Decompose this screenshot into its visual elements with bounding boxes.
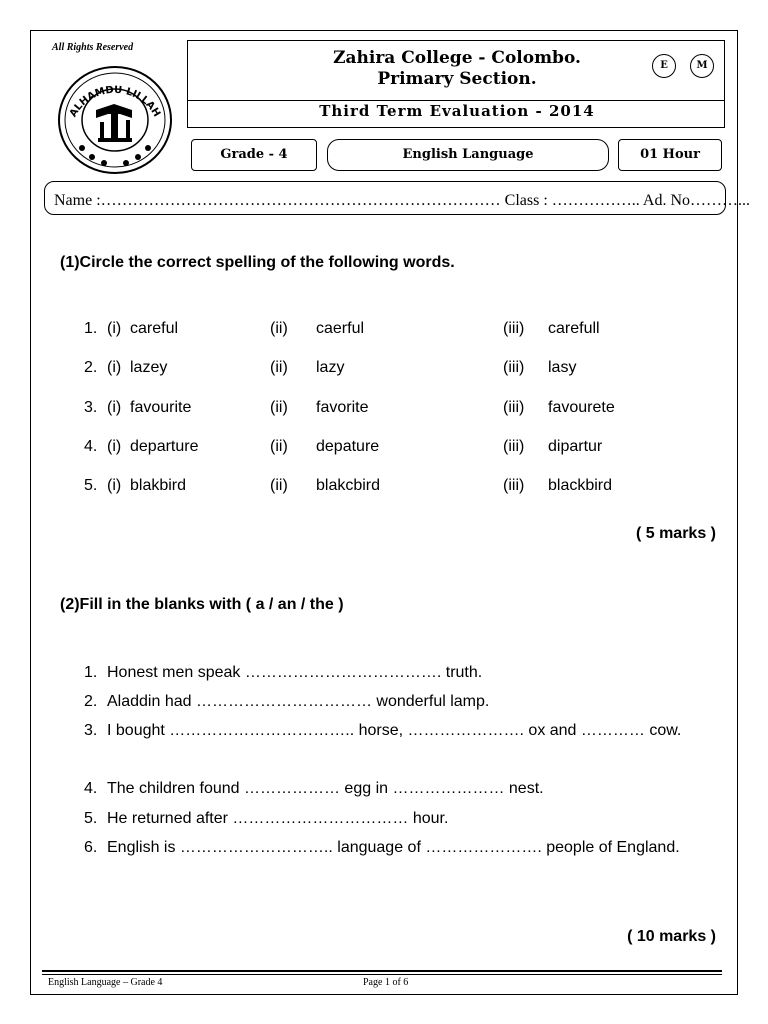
- q1-opt-iii: (iii): [503, 477, 525, 494]
- q1-word-ii[interactable]: caerful: [316, 320, 365, 337]
- rights-reserved: All Rights Reserved: [52, 42, 134, 53]
- student-info-line[interactable]: Name :………………………………………………………………… Class : …………….. Ad. No………...: [54, 192, 750, 209]
- q1-title: (1)Circle the correct spelling of the following words.: [60, 254, 455, 271]
- q1-num: 1.: [84, 320, 98, 337]
- q2-num: 3.: [84, 722, 98, 739]
- q2-text[interactable]: English is ……………………….. language of …………………. people of England.: [107, 839, 680, 856]
- q1-word-i[interactable]: careful: [130, 320, 179, 337]
- q1-word-i[interactable]: blakbird: [130, 477, 187, 494]
- q1-word-i[interactable]: lazey: [130, 359, 168, 376]
- q1-row: [0, 399, 768, 421]
- q1-row: [0, 477, 768, 499]
- q2-marks: ( 10 marks ): [627, 928, 716, 945]
- footer-page-number: Page 1 of 6: [363, 977, 409, 988]
- q1-word-ii[interactable]: blakcbird: [316, 477, 381, 494]
- q1-opt-i: (i): [107, 477, 122, 494]
- q2-text[interactable]: I bought …………………………….. horse, …………………. ox and ………… cow.: [107, 722, 682, 739]
- q2-text[interactable]: Honest men speak ………………………………. truth.: [107, 664, 483, 681]
- q1-word-i[interactable]: departure: [130, 438, 199, 455]
- q1-num: 5.: [84, 477, 98, 494]
- q1-opt-ii: (ii): [270, 399, 288, 416]
- grade-box: Grade - 4: [191, 139, 317, 171]
- footer-subject: English Language – Grade 4: [48, 977, 163, 988]
- school-name: Zahira College - Colombo.: [333, 48, 581, 68]
- q1-opt-iii: (iii): [503, 359, 525, 376]
- logo-motto: ALHAMDU LILLAH: [67, 84, 163, 120]
- q1-word-ii[interactable]: lazy: [316, 359, 345, 376]
- q1-opt-ii: (ii): [270, 320, 288, 337]
- q1-opt-ii: (ii): [270, 359, 288, 376]
- q1-opt-iii: (iii): [503, 399, 525, 416]
- q1-opt-iii: (iii): [503, 438, 525, 455]
- q2-text[interactable]: The children found ……………… egg in ………………… nest.: [107, 780, 544, 797]
- section-name: Primary Section.: [377, 69, 537, 89]
- q1-row: [0, 359, 768, 381]
- q1-opt-ii: (ii): [270, 438, 288, 455]
- q1-word-iii[interactable]: dipartur: [548, 438, 603, 455]
- subject-box: English Language: [327, 139, 609, 171]
- exam-title: Third Term Evaluation - 2014: [319, 102, 595, 120]
- footer-rule-thin: [42, 974, 722, 975]
- q2-num: 2.: [84, 693, 98, 710]
- q1-word-ii[interactable]: depature: [316, 438, 380, 455]
- q1-opt-i: (i): [107, 359, 122, 376]
- q2-num: 6.: [84, 839, 98, 856]
- q1-num: 2.: [84, 359, 98, 376]
- medium-badge-m: M: [690, 54, 714, 78]
- q1-word-iii[interactable]: blackbird: [548, 477, 613, 494]
- q1-word-i[interactable]: favourite: [130, 399, 192, 416]
- q1-num: 3.: [84, 399, 98, 416]
- q1-word-iii[interactable]: lasy: [548, 359, 577, 376]
- q1-opt-i: (i): [107, 438, 122, 455]
- school-crest-logo: [56, 64, 174, 176]
- q1-marks: ( 5 marks ): [635, 525, 716, 542]
- q1-num: 4.: [84, 438, 98, 455]
- q1-word-iii[interactable]: carefull: [548, 320, 600, 337]
- medium-badge-e: E: [652, 54, 676, 78]
- footer-rule: [42, 970, 722, 972]
- title-divider: [187, 100, 725, 101]
- q1-row: [0, 438, 768, 460]
- q1-opt-ii: (ii): [270, 477, 288, 494]
- q2-num: 1.: [84, 664, 98, 681]
- q1-word-ii[interactable]: favorite: [316, 399, 369, 416]
- duration-box: 01 Hour: [618, 139, 722, 171]
- q1-row: [0, 320, 768, 342]
- q2-text[interactable]: Aladdin had …………………………… wonderful lamp.: [107, 693, 490, 710]
- q1-opt-i: (i): [107, 399, 122, 416]
- q1-opt-iii: (iii): [503, 320, 525, 337]
- q2-num: 4.: [84, 780, 98, 797]
- q1-word-iii[interactable]: favourete: [548, 399, 615, 416]
- q2-title: (2)Fill in the blanks with ( a / an / the ): [60, 596, 344, 613]
- q1-opt-i: (i): [107, 320, 122, 337]
- q2-num: 5.: [84, 810, 98, 827]
- q2-text[interactable]: He returned after …………………………… hour.: [107, 810, 449, 827]
